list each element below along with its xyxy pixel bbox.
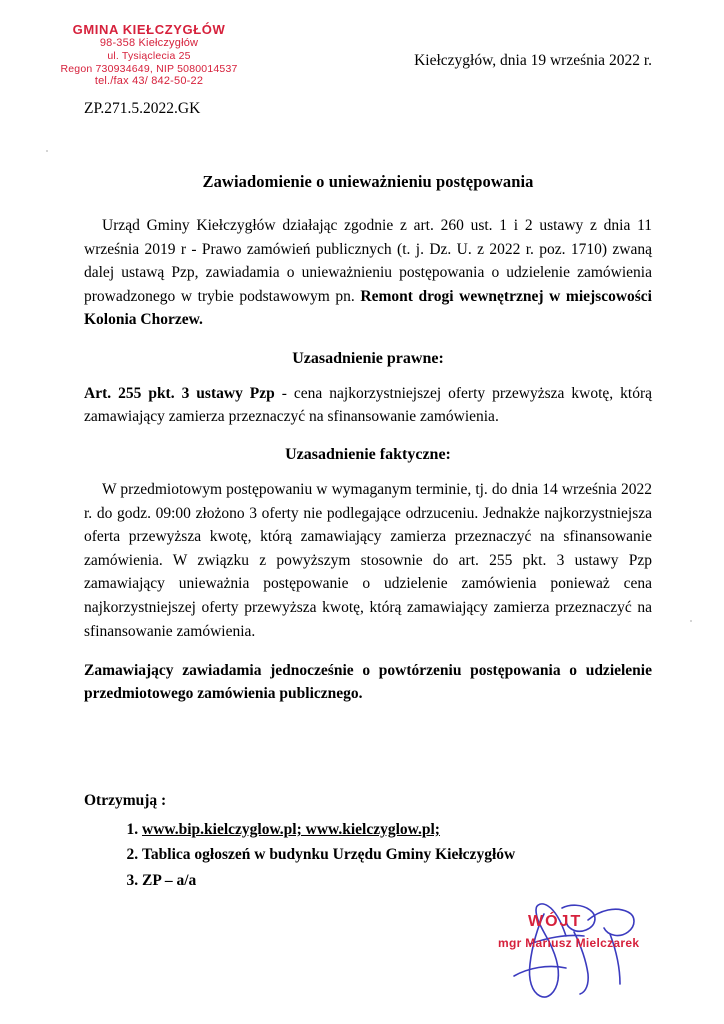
stamp-street: ul. Tysiąclecia 25	[107, 50, 191, 63]
intro-text: Urząd Gminy Kiełczygłów działając zgodnie z art. 260 ust. 1 i 2 ustawy z dnia 11 września 2019 r - Prawo zamówień publicznych (t. j. Dz. U. z 2022 r. poz. 1710) zwaną dalej ustawą Pzp, zawiadamia o unieważnieniu postępowania o udzielenie zamówienia prowadzonego w trybie podstawowym pn.	[84, 217, 652, 305]
legal-justification-heading: Uzasadnienie prawne:	[292, 349, 444, 367]
recipients-link-websites[interactable]: www.bip.kielczyglow.pl; www.kielczyglow.pl;	[142, 821, 440, 838]
list-item: 3. ZP – a/a	[142, 869, 515, 892]
page-title: Zawiadomienie o unieważnieniu postępowania	[202, 172, 534, 191]
legal-article-bold: Art. 255 pkt. 3 ustawy Pzp	[84, 384, 275, 402]
list-item	[142, 818, 515, 841]
intro-subject-bold: Remont drogi wewnętrznej w miejscowości Kolonia Chorzew.	[84, 287, 652, 329]
closing-paragraph: Zamawiający zawiadamia jednocześnie o powtórzeniu postępowania o udzielenie przedmiotowego zamówienia publicznego.	[84, 662, 652, 703]
stamp-regon-nip: Regon 730934649, NIP 5080014537	[60, 62, 238, 75]
legal-article-rest: - cena najkorzystniejszej oferty przewyższa kwotę, którą zamawiający zamierza przeznaczyć na sfinansowanie zamówienia.	[84, 384, 652, 425]
recipients-label: Otrzymują :	[84, 792, 167, 809]
reference-sign: ZP.271.5.2022.GK	[84, 100, 201, 117]
scan-speck	[690, 620, 692, 622]
legal-justification-paragraph	[84, 382, 652, 429]
place-and-date: Kiełczygłów, dnia 19 września 2022 r.	[414, 52, 652, 69]
scan-speck	[46, 150, 48, 152]
list-item: 2. Tablica ogłoszeń w budynku Urzędu Gminy Kiełczygłów	[142, 843, 515, 866]
stamp-phone: tel./fax 43/ 842-50-22	[94, 75, 204, 88]
recipients-list	[104, 818, 515, 894]
intro-paragraph	[84, 214, 652, 332]
signature-name: mgr Mariusz Mielczarek	[498, 936, 640, 950]
office-stamp	[44, 22, 254, 88]
document-body	[84, 172, 652, 706]
stamp-municipality: GMINA KIEŁCZYGŁÓW	[72, 22, 226, 37]
factual-justification-heading: Uzasadnienie faktyczne:	[285, 446, 451, 464]
signature-title: WÓJT	[528, 913, 583, 930]
signature-block	[470, 880, 700, 1010]
factual-justification-paragraph: W przedmiotowym postępowaniu w wymaganym terminie, tj. do dnia 14 września 2022 r. do godz. 09:00 złożono 3 oferty nie podlegające odrzuceniu. Jednakże najkorzystniejsza oferta przewyższa kwotę, którą zamawiający zamierza przeznaczyć na sfinansowanie zamówienia. W związku z powyższym stosownie do art. 255 pkt. 3 ustawy Pzp zamawiający unieważnia postępowanie o udzielenie zamówienia ponieważ cena najkorzystniejszej oferty przewyższa kwotę, którą zamawiający zamierza przeznaczyć na sfinansowanie zamówienia.	[84, 481, 652, 640]
stamp-postal-city: 98-358 Kiełczygłów	[99, 37, 199, 50]
